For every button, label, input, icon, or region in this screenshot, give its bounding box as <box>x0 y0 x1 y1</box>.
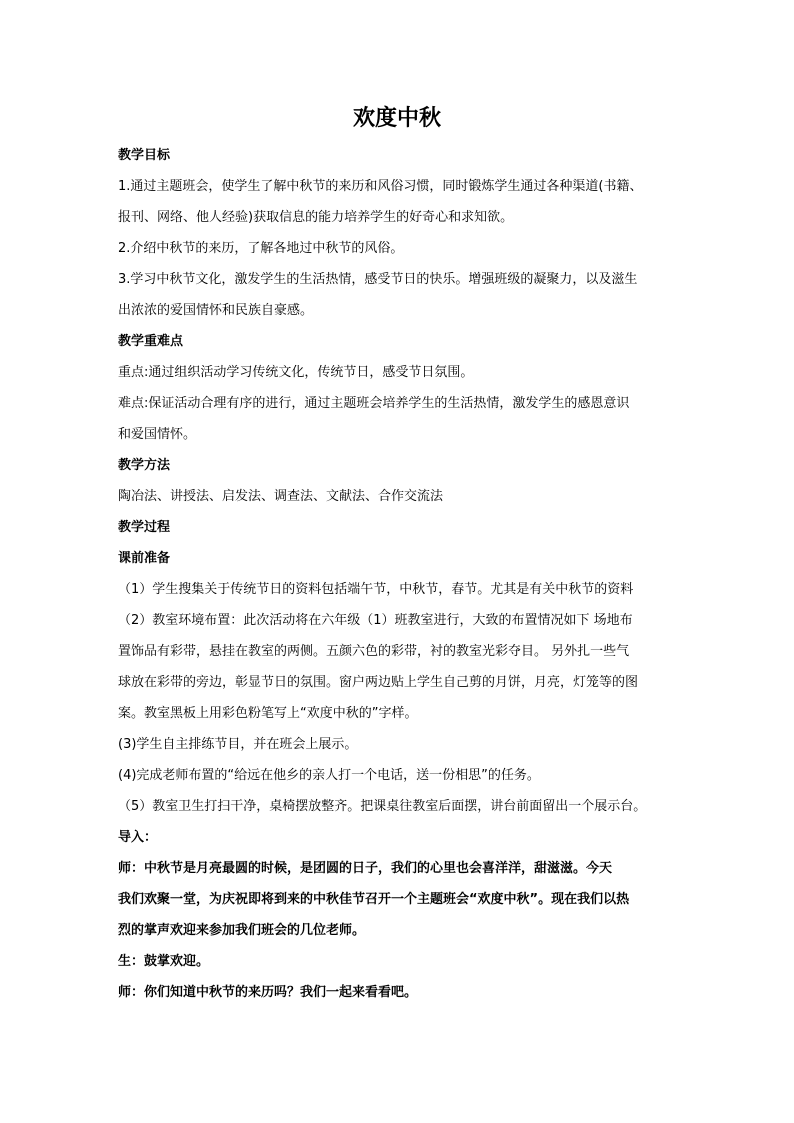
intro-teacher-1-line-1: 师：中秋节是月亮最圆的时候，是团圆的日子，我们的心里也会喜洋洋，甜滋滋。今天 <box>118 861 613 876</box>
intro-student-1: 生：鼓掌欢迎。 <box>118 954 210 969</box>
prep-item-2-line-2: 置饰品有彩带，悬挂在教室的两侧。五颜六色的彩带，衬的教室光彩夺目。 另外扎一些气 <box>118 644 630 659</box>
keypoint-difficulty-line-1: 难点:保证活动合理有序的进行，通过主题班会培养学生的生活热情，激发学生的感恩意识 <box>118 396 630 411</box>
prep-item-2-line-3: 球放在彩带的旁边，彰显节日的氛围。窗户两边贴上学生自己剪的月饼，月亮，灯笼等的图 <box>118 675 639 690</box>
document-body <box>118 140 678 1008</box>
section-heading-methods: 教学方法 <box>118 458 171 473</box>
prep-item-2-line-4: 案。教室黑板上用彩色粉笔写上“欢度中秋的”字样。 <box>118 706 418 721</box>
methods-text: 陶冶法、讲授法、启发法、调查法、文献法、合作交流法 <box>118 489 444 504</box>
prep-item-3: (3)学生自主排练节目，并在班会上展示。 <box>118 737 358 752</box>
prep-item-4: (4)完成老师布置的“给远在他乡的亲人打一个电话，送一份相思”的任务。 <box>118 768 540 783</box>
goal-item-1-line-2: 报刊、网络、他人经验)获取信息的能力培养学生的好奇心和求知欲。 <box>118 210 514 225</box>
section-heading-keypoints: 教学重难点 <box>118 334 184 349</box>
keypoint-difficulty-line-2: 和爱国情怀。 <box>118 427 197 442</box>
prep-item-5: （5）教室卫生打扫干净，桌椅摆放整齐。把课桌往教室后面摆，讲台前面留出一个展示台。 <box>118 799 647 814</box>
subsection-heading-intro: 导入： <box>118 830 158 845</box>
goal-item-3-line-1: 3.学习中秋节文化，激发学生的生活热情，感受节日的快乐。增强班级的凝聚力，以及滋生 <box>118 272 638 287</box>
prep-item-1: （1）学生搜集关于传统节日的资料包括端午节，中秋节，春节。尤其是有关中秋节的资料 <box>118 582 634 597</box>
subsection-heading-prep: 课前准备 <box>118 551 171 566</box>
document-title: 欢度中秋 <box>352 106 441 131</box>
intro-teacher-1-line-3: 烈的掌声欢迎来参加我们班会的几位老师。 <box>118 923 366 938</box>
goal-item-1-line-1: 1.通过主题班会，使学生了解中秋节的来历和风俗习惯，同时锻炼学生通过各种渠道(书籍、 <box>118 179 643 194</box>
prep-item-2-line-1: （2）教室环境布置：此次活动将在六年级（1）班教室进行，大致的布置情况如下 场地布 <box>118 613 633 628</box>
goal-item-3-line-2: 出浓浓的爱国情怀和民族自豪感。 <box>118 303 314 318</box>
goal-item-2: 2.介绍中秋节的来历，了解各地过中秋节的风俗。 <box>118 241 404 256</box>
section-heading-goals: 教学目标 <box>118 148 171 163</box>
keypoint-focus: 重点:通过组织活动学习传统文化，传统节日，感受节日氛围。 <box>118 365 474 380</box>
intro-teacher-1-line-2: 我们欢聚一堂，为庆祝即将到来的中秋佳节召开一个主题班会“欢度中秋”。现在我们以热 <box>118 892 630 907</box>
section-heading-process: 教学过程 <box>118 520 171 535</box>
intro-teacher-2: 师：你们知道中秋节的来历吗？我们一起来看看吧。 <box>118 985 418 1000</box>
